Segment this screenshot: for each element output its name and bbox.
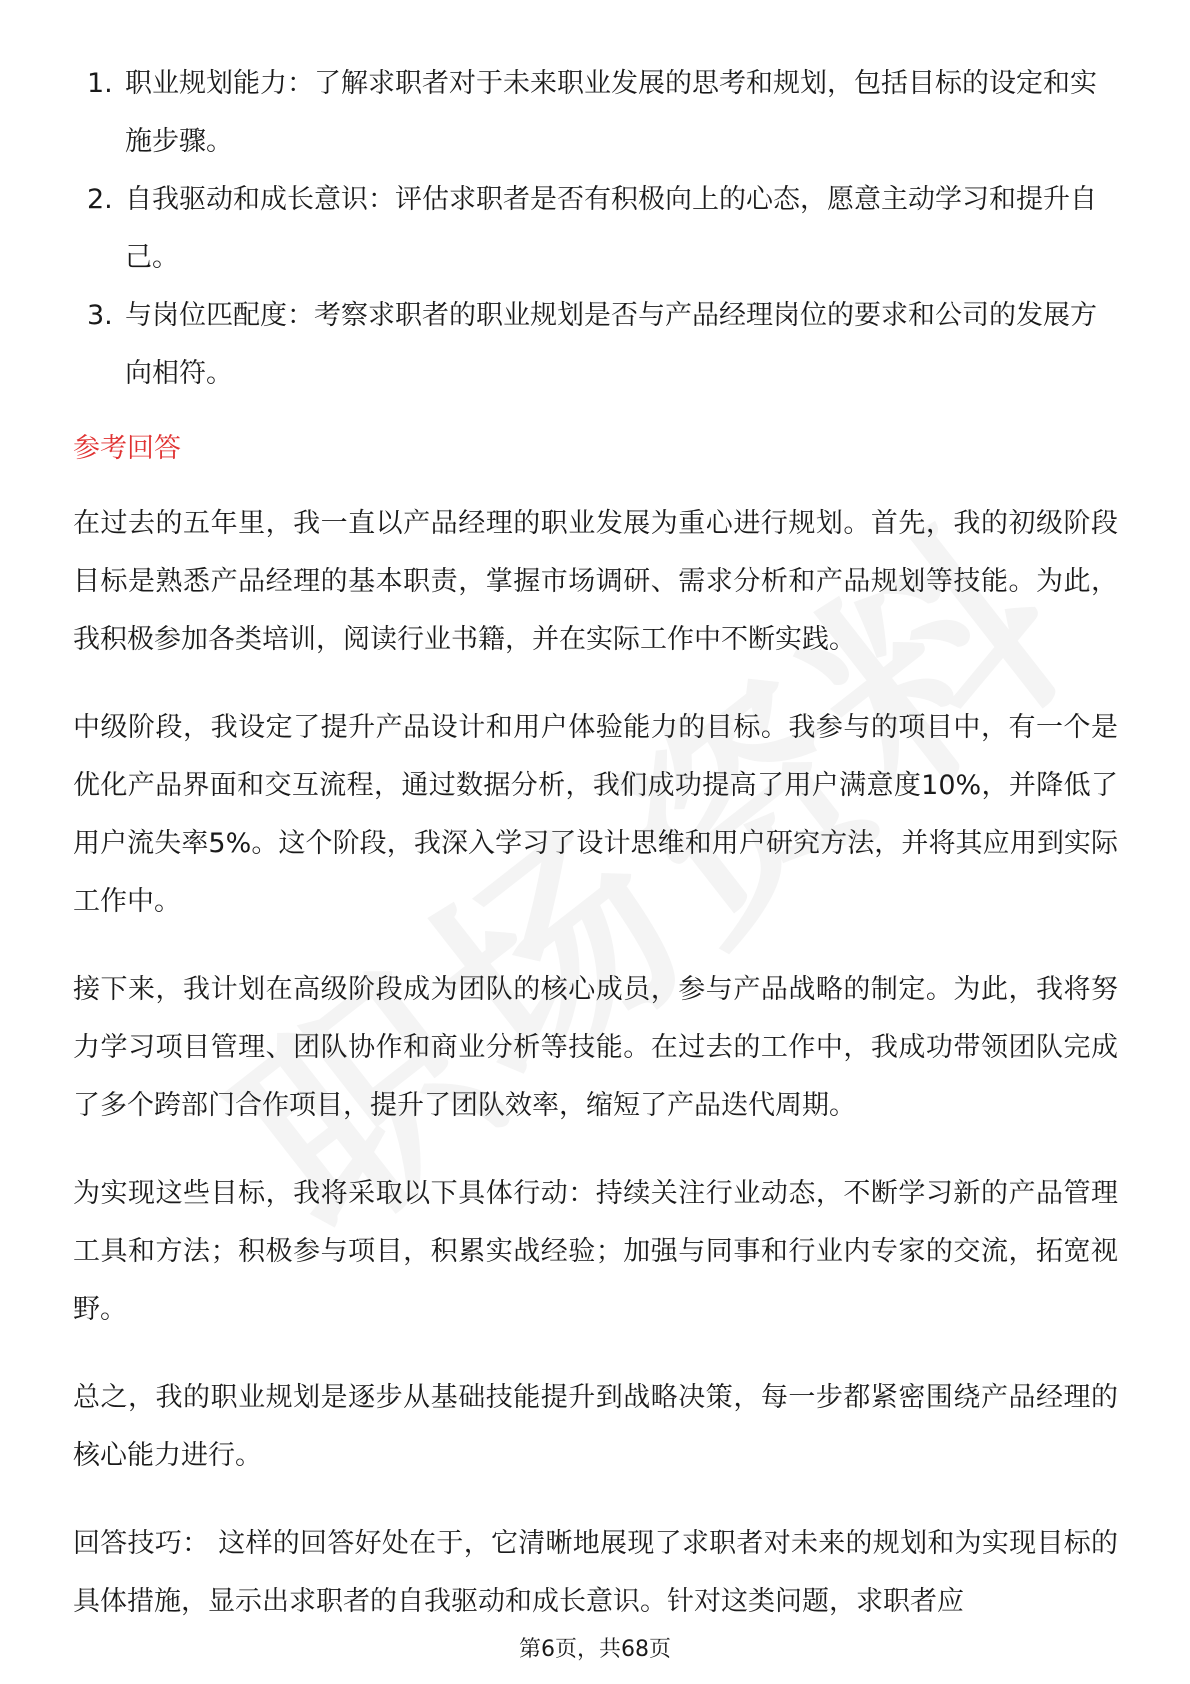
- page-number-footer: 第6页，共68页: [519, 1637, 671, 1662]
- list-item: [73, 171, 1118, 287]
- evaluation-criteria-list: [73, 55, 1118, 403]
- paragraph: 接下来，我计划在高级阶段成为团队的核心成员，参与产品战略的制定。为此，我将努力学习项目管理、团队协作和商业分析等技能。在过去的工作中，我成功带领团队完成了多个跨部门合作项目，提升了团队效率，缩短了产品迭代周期。: [73, 974, 1118, 1121]
- list-item-text: 职业规划能力：了解求职者对于未来职业发展的思考和规划，包括目标的设定和实施步骤。: [125, 68, 1097, 157]
- paragraph: 为实现这些目标，我将采取以下具体行动：持续关注行业动态，不断学习新的产品管理工具和方法；积极参与项目，积累实战经验；加强与同事和行业内专家的交流，拓宽视野。: [73, 1178, 1118, 1325]
- list-item-text: 自我驱动和成长意识：评估求职者是否有积极向上的心态，愿意主动学习和提升自己。: [125, 184, 1097, 273]
- paragraph: 中级阶段，我设定了提升产品设计和用户体验能力的目标。我参与的项目中，有一个是优化产品界面和交互流程，通过数据分析，我们成功提高了用户满意度10%，并降低了用户流失率5%。这个阶段，我深入学习了设计思维和用户研究方法，并将其应用到实际工作中。: [73, 712, 1118, 917]
- list-item-number: 2.: [87, 184, 113, 215]
- paragraph: 回答技巧： 这样的回答好处在于，它清晰地展现了求职者对未来的规划和为实现目标的具体措施，显示出求职者的自我驱动和成长意识。针对这类问题，求职者应: [73, 1528, 1118, 1617]
- list-item-number: 1.: [87, 68, 113, 99]
- page-content: [73, 55, 1118, 1661]
- paragraph: 总之，我的职业规划是逐步从基础技能提升到战略决策，每一步都紧密围绕产品经理的核心能力进行。: [73, 1382, 1118, 1471]
- list-item-text: 与岗位匹配度：考察求职者的职业规划是否与产品经理岗位的要求和公司的发展方向相符。: [125, 300, 1097, 389]
- list-item-number: 3.: [87, 300, 113, 331]
- paragraph: 在过去的五年里，我一直以产品经理的职业发展为重心进行规划。首先，我的初级阶段目标是熟悉产品经理的基本职责，掌握市场调研、需求分析和产品规划等技能。为此，我积极参加各类培训，阅读行业书籍，并在实际工作中不断实践。: [73, 508, 1118, 655]
- list-item: [73, 55, 1118, 171]
- section-heading: 参考回答: [73, 433, 181, 464]
- list-item: [73, 287, 1118, 403]
